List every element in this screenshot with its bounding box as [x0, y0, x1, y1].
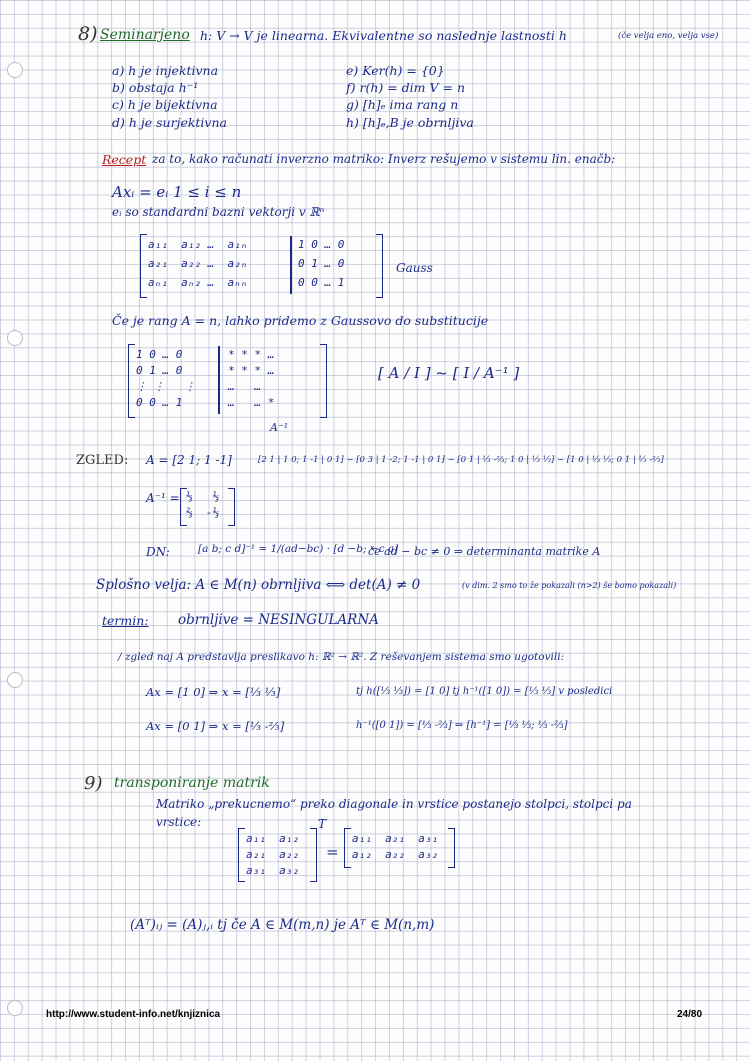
- interp-row-left: Ax = [0 1] ⇒ x = [⅓ -⅔]: [146, 719, 285, 733]
- matrix-row: aₙ₁ aₙ₂ … aₙₙ: [148, 276, 248, 289]
- list-item: e) Ker(h) = {0}: [346, 63, 445, 78]
- footer-url: http://www.student-info.net/knjiznica: [46, 1009, 221, 1020]
- list-item: g) [h]ₑ ima rang n: [346, 97, 459, 112]
- section-statement: h: V → V je linearna. Ekvivalentne so naslednje lastnosti h: [200, 28, 567, 43]
- matrix-row: a₂₁ a₂₂: [246, 848, 299, 861]
- matrix-bracket: [228, 488, 235, 526]
- binder-hole: [7, 672, 23, 688]
- matrix-row: a₁₁ a₂₁ a₃₁: [352, 832, 439, 845]
- section-heading: Seminarjeno: [100, 27, 190, 43]
- page-number: 24/80: [677, 1009, 703, 1020]
- binder-hole: [7, 330, 23, 346]
- ainv-result-label: A⁻¹ =: [146, 491, 180, 505]
- transpose-formula: (Aᵀ)ᵢⱼ = (A)ⱼ,ᵢ tj če A ∈ M(m,n) je Aᵀ ∈ M(n,m): [130, 917, 435, 933]
- interp-row-right: tj h([⅓ ⅓]) = [1 0] tj h⁻¹([1 0]) = [⅓ ⅓] v posledici: [356, 686, 613, 697]
- ainv-label: A⁻¹: [270, 421, 289, 434]
- list-item: c) h je bijektivna: [112, 97, 218, 112]
- matrix-row: 1 0 … 0: [298, 238, 345, 251]
- matrix-bracket: [238, 828, 245, 882]
- matrix-row: 0 0 … 1: [136, 396, 183, 409]
- section9-line1: Matriko „prekucnemo“ preko diagonale in vrstice postanejo stolpci, stolpci pa: [156, 797, 632, 811]
- termin-label: termin:: [102, 613, 149, 628]
- matrix-row: … … *: [228, 396, 275, 409]
- matrix-row: * * * …: [228, 348, 275, 361]
- matrix-bracket: [448, 828, 455, 868]
- matrix-row: 0 1 … 0: [136, 364, 183, 377]
- list-item: h) [h]ₑ,B je obrnljiva: [346, 115, 474, 130]
- section-heading: transponiranje matrik: [114, 775, 270, 791]
- matrix-row: ⅓ ⅓: [186, 490, 220, 503]
- matrix-row: … …: [228, 380, 262, 393]
- matrix-row: 1 0 … 0: [136, 348, 183, 361]
- list-item: d) h je surjektivna: [112, 115, 227, 130]
- interp-text: / zgled naj A predstavlja preslikavo h: ℝ² → ℝ². Z reševanjem sistema smo ugotovili:: [118, 651, 565, 663]
- matrix-bracket: [344, 828, 351, 868]
- matrix-row: a₂₁ a₂₂ … a₂ₙ: [148, 257, 248, 270]
- matrix-row: a₁₁ a₁₂: [246, 832, 299, 845]
- example-steps: [2 1 | 1 0; 1 -1 | 0 1] ~ [0 3 | 1 -2; 1 -1 | 0 1] ~ [0 1 | ⅓ -⅔; 1 0 | ⅓ ⅓] ~ [1 0 | ⅓ ⅓; 0 1 | ⅓ -⅔]: [258, 455, 664, 465]
- matrix-row: ⋮ ⋮ ⋮: [136, 380, 196, 393]
- list-item: a) h je injektivna: [112, 63, 219, 78]
- dn-formula: [a b; c d]⁻¹ = 1/(ad−bc) · [d −b; −c a]: [198, 543, 399, 555]
- recept-basis: eᵢ so standardni bazni vektorji v ℝⁿ: [112, 205, 325, 219]
- list-item: b) obstaja h⁻¹: [112, 80, 199, 95]
- matrix-row: a₁₁ a₁₂ … a₁ₙ: [148, 238, 248, 251]
- matrix-bracket: [310, 828, 317, 882]
- matrix-row: 0 1 … 0: [298, 257, 345, 270]
- matrix-bracket: [140, 234, 147, 298]
- rank-note: Če je rang A = n, lahko pridemo z Gaussovo do substitucije: [112, 313, 489, 328]
- section-number: 8): [78, 23, 98, 45]
- recept-equation: Axᵢ = eᵢ 1 ≤ i ≤ n: [112, 183, 242, 201]
- matrix-row: 0 0 … 1: [298, 276, 345, 289]
- gauss-label: Gauss: [396, 261, 433, 275]
- augment-divider: [290, 236, 292, 294]
- binder-hole: [7, 62, 23, 78]
- interp-row-right: h⁻¹([0 1]) = [⅓ -⅔] ⇒ [h⁻¹] = [⅓ ⅓; ⅓ -⅔]: [356, 720, 568, 731]
- shortform: [ A / I ] ~ [ I / A⁻¹ ]: [378, 364, 520, 382]
- matrix-bracket: [128, 344, 135, 418]
- dn-label: DN:: [146, 545, 170, 559]
- transpose-superscript: T: [318, 817, 327, 831]
- matrix-bracket: [320, 344, 327, 418]
- termin-text: obrnljive = NESINGULARNA: [178, 612, 379, 628]
- matrix-bracket: [376, 234, 383, 298]
- recept-label: Recept: [102, 152, 147, 167]
- general-note: (v dim. 2 smo to že pokazali (n>2) še bomo pokazali): [462, 581, 677, 590]
- example-matrix-a: A = [2 1; 1 -1]: [146, 453, 232, 467]
- interp-row-left: Ax = [1 0] ⇒ x = [⅓ ⅓]: [146, 685, 281, 699]
- binder-hole: [7, 1000, 23, 1016]
- matrix-row: ⅔ -⅓: [186, 506, 220, 519]
- equals-sign: =: [326, 843, 339, 861]
- dn-condition: če ad − bc ≠ 0 ⇒ determinanta matrike A: [368, 545, 601, 558]
- section9-line2: vrstice:: [156, 815, 202, 829]
- general-statement: Splošno velja: A ∈ M(n) obrnljiva ⟺ det(A) ≠ 0: [96, 577, 421, 593]
- augment-divider: [218, 346, 220, 414]
- example-label: ZGLED:: [76, 453, 129, 468]
- matrix-row: * * * …: [228, 364, 275, 377]
- section-number: 9): [84, 773, 103, 794]
- matrix-row: a₃₁ a₃₂: [246, 864, 299, 877]
- matrix-row: a₁₂ a₂₂ a₃₂: [352, 848, 439, 861]
- list-item: f) r(h) = dim V = n: [346, 80, 466, 95]
- statement-note: (če velja eno, velja vse): [618, 31, 719, 41]
- recept-text: za to, kako računati inverzno matriko: Inverz rešujemo v sistemu lin. enačb:: [152, 152, 616, 166]
